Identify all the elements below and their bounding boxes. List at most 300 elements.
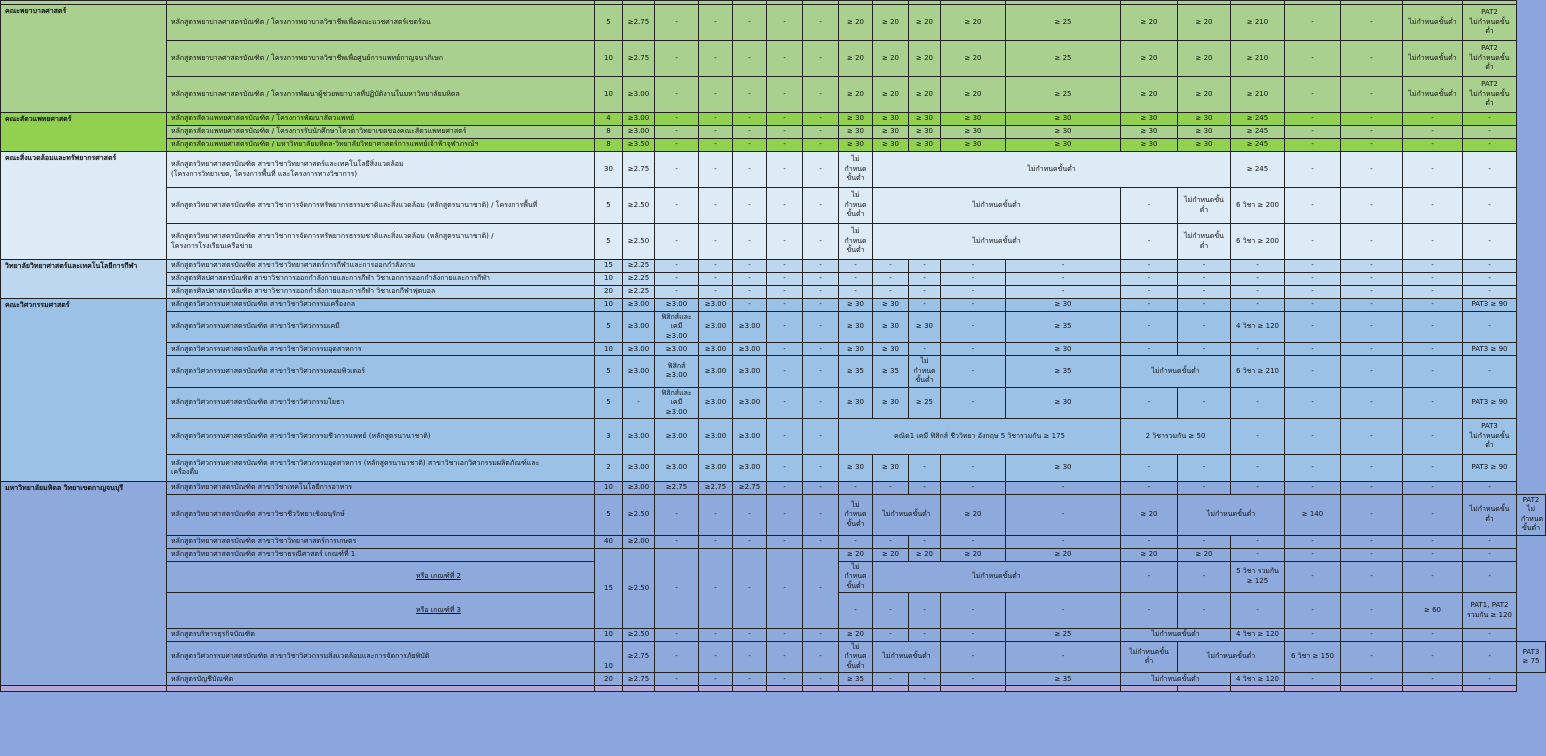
- criteria-cell: -: [733, 548, 767, 628]
- criteria-cell: -: [699, 139, 733, 152]
- criteria-cell: -: [873, 535, 909, 548]
- criteria-cell: 6 วิชา ≥ 200: [1231, 188, 1285, 224]
- criteria-cell: -: [1285, 188, 1341, 224]
- criteria-cell: -: [803, 454, 839, 481]
- criteria-cell: -: [699, 260, 733, 273]
- criteria-cell: -: [1285, 299, 1341, 312]
- criteria-cell: -: [733, 260, 767, 273]
- criteria-cell: ไม่กำหนดขั้นต่ำ: [873, 152, 1231, 188]
- criteria-cell: ≥2.25: [623, 260, 655, 273]
- criteria-cell: -: [1006, 481, 1121, 494]
- criteria-cell: -: [803, 312, 839, 343]
- criteria-cell: -: [733, 139, 767, 152]
- criteria-cell: -: [1178, 299, 1231, 312]
- criteria-cell: PAT1, PAT2 รวมกัน ≥ 120: [1463, 593, 1517, 629]
- criteria-cell: ≥3.00: [623, 113, 655, 126]
- program-name: หลักสูตรวิศวกรรมศาสตรบัณฑิต สาขาวิชาวิศวกรรมเคมี: [167, 312, 595, 343]
- criteria-cell: -: [873, 673, 909, 686]
- criteria-cell: -: [733, 126, 767, 139]
- criteria-cell: ไม่กำหนด ขั้นต่ำ: [839, 152, 873, 188]
- criteria-cell: -: [1006, 273, 1121, 286]
- criteria-cell: ไม่กำหนดขั้นต่ำ: [1121, 673, 1231, 686]
- criteria-cell: -: [1231, 548, 1285, 561]
- criteria-cell: 10: [595, 299, 623, 312]
- criteria-cell: -: [733, 5, 767, 41]
- criteria-cell: PAT2 ไม่กำหนดขั้นต่ำ: [1463, 77, 1517, 113]
- criteria-cell: -: [941, 535, 1006, 548]
- criteria-cell: PAT3 ≥ 90: [1463, 343, 1517, 356]
- criteria-cell: -: [1341, 343, 1403, 356]
- criteria-cell: -: [767, 629, 803, 642]
- program-name: หลักสูตรพยาบาลศาสตรบัณฑิต / โครงการพยาบาลวิชาชีพเพื่อคณะแวชศาสตร์เขตร้อน: [167, 5, 595, 41]
- criteria-cell: -: [909, 535, 941, 548]
- criteria-cell: ≥ 245: [1231, 113, 1285, 126]
- criteria-cell: PAT2 ไม่กำหนดขั้นต่ำ: [1463, 5, 1517, 41]
- criteria-cell: ≥ 30: [1006, 126, 1121, 139]
- criteria-cell: ≥ 30: [873, 454, 909, 481]
- criteria-cell: ≥3.00: [733, 356, 767, 387]
- criteria-cell: ≥ 20: [909, 77, 941, 113]
- criteria-cell: -: [1121, 286, 1178, 299]
- criteria-cell: 10: [595, 273, 623, 286]
- criteria-cell: ฟิสิกส์และเคมี ≥3.00: [655, 387, 699, 418]
- criteria-cell: -: [1463, 481, 1517, 494]
- criteria-cell: -: [1403, 152, 1463, 188]
- criteria-cell: PAT3 ≥ 90: [1463, 454, 1517, 481]
- criteria-cell: ≥ 30: [1006, 454, 1121, 481]
- faculty-name: วิทยาลัยวิทยาศาสตร์และเทคโนโลยีการกีฬา: [1, 260, 167, 299]
- criteria-cell: -: [909, 673, 941, 686]
- criteria-cell: -: [1121, 299, 1178, 312]
- criteria-cell: ไม่กำหนดขั้นต่ำ: [1178, 224, 1231, 260]
- criteria-cell: ≥ 30: [1006, 113, 1121, 126]
- criteria-cell: ≥2.25: [623, 286, 655, 299]
- criteria-cell: -: [1341, 548, 1403, 561]
- criteria-cell: -: [1285, 454, 1341, 481]
- criteria-cell: ≥ 30: [1121, 139, 1178, 152]
- criteria-cell: ฟิสิกส์และเคมี ≥3.00: [655, 312, 699, 343]
- criteria-cell: -: [699, 494, 733, 535]
- criteria-cell: -: [1178, 535, 1231, 548]
- criteria-cell: -: [1231, 593, 1285, 629]
- criteria-cell: -: [1231, 481, 1285, 494]
- table-row: [1, 642, 1546, 673]
- criteria-cell: -: [1178, 561, 1231, 592]
- criteria-cell: -: [1285, 152, 1341, 188]
- criteria-cell: ≥3.00: [623, 126, 655, 139]
- criteria-cell: -: [1463, 273, 1517, 286]
- criteria-cell: ≥ 20: [909, 41, 941, 77]
- program-name: หลักสูตรวิทยาศาสตรบัณฑิต สาขาวิชาวิทยาศาสตร์การกีฬาและการออกกำลังกาย: [167, 260, 595, 273]
- criteria-cell: -: [803, 113, 839, 126]
- criteria-cell: 3: [595, 418, 623, 454]
- criteria-cell: ≥ 30: [1178, 139, 1231, 152]
- criteria-cell: ≥ 30: [873, 139, 909, 152]
- criteria-cell: -: [767, 454, 803, 481]
- criteria-cell: ไม่กำหนดขั้นต่ำ: [1178, 642, 1285, 673]
- table-row: [1, 481, 1546, 494]
- criteria-cell: -: [1403, 454, 1463, 481]
- criteria-cell: ≥ 20: [873, 77, 909, 113]
- criteria-cell: ไม่กำหนดขั้นต่ำ: [1121, 642, 1178, 673]
- criteria-cell: -: [1178, 387, 1231, 418]
- criteria-cell: ≥3.00: [699, 299, 733, 312]
- criteria-cell: -: [1341, 481, 1403, 494]
- criteria-cell: ไม่กำหนดขั้นต่ำ: [1403, 5, 1463, 41]
- criteria-cell: ≥ 20: [1006, 548, 1121, 561]
- criteria-cell: -: [1231, 286, 1285, 299]
- criteria-cell: -: [1121, 188, 1178, 224]
- program-name: หลักสูตรวิทยาศาสตรบัณฑิต สาขาวิชาชีววิทยาเชิงอนุรักษ์: [167, 494, 595, 535]
- criteria-cell: -: [1231, 535, 1285, 548]
- criteria-cell: 4 วิชา ≥ 120: [1231, 312, 1285, 343]
- criteria-cell: -: [839, 593, 873, 629]
- criteria-cell: ≥ 30: [909, 126, 941, 139]
- table-row: [1, 494, 1546, 535]
- criteria-cell: ≥3.00: [655, 454, 699, 481]
- program-name: หลักสูตรสัตวแพทยศาสตรบัณฑิต / โครงการพัฒนาสัตวแพทย์: [167, 113, 595, 126]
- criteria-cell: -: [699, 548, 733, 628]
- criteria-cell: ≥ 30: [873, 113, 909, 126]
- criteria-cell: -: [1403, 535, 1463, 548]
- criteria-cell: -: [767, 673, 803, 686]
- criteria-cell: -: [803, 273, 839, 286]
- criteria-cell: -: [767, 5, 803, 41]
- criteria-cell: -: [803, 224, 839, 260]
- criteria-cell: -: [1463, 139, 1517, 152]
- program-name: หลักสูตรสัตวแพทยศาสตรบัณฑิต / มหาวิทยาลัยมหิดล-วิทยาลัยวิทยาศาสตร์การแพทย์เจ้าฟ้าจุฬาภรณ์ฯ: [167, 139, 595, 152]
- criteria-cell: -: [1341, 673, 1403, 686]
- criteria-cell: -: [1341, 454, 1403, 481]
- criteria-cell: 10: [595, 481, 623, 494]
- criteria-cell: -: [803, 5, 839, 41]
- criteria-cell: -: [941, 312, 1006, 343]
- criteria-cell: -: [699, 188, 733, 224]
- criteria-cell: -: [767, 139, 803, 152]
- table-row: [1, 418, 1546, 454]
- criteria-cell: -: [767, 387, 803, 418]
- criteria-cell: 5: [595, 494, 623, 535]
- criteria-cell: ≥3.00: [699, 343, 733, 356]
- criteria-cell: ≥ 30: [839, 113, 873, 126]
- criteria-cell: -: [1178, 273, 1231, 286]
- criteria-cell: -: [803, 139, 839, 152]
- criteria-cell: -: [1341, 642, 1403, 673]
- criteria-cell: -: [1403, 343, 1463, 356]
- criteria-cell: -: [1341, 418, 1403, 454]
- criteria-cell: -: [1178, 593, 1231, 629]
- program-name: หลักสูตรวิศวกรรมศาสตรบัณฑิต สาขาวิชาวิศวกรรมอุตสาหการ (หลักสูตรนานาชาติ) สาขาวิชาเอกวิศวกรรมผลิตภัณฑ์และ เครื่องดื่ม: [167, 454, 595, 481]
- criteria-cell: ไม่กำหนดขั้นต่ำ: [873, 642, 941, 673]
- program-name: หลักสูตรบริหารธุรกิจบัณฑิต: [167, 629, 595, 642]
- criteria-cell: ≥ 30: [839, 299, 873, 312]
- criteria-cell: ≥ 30: [1121, 126, 1178, 139]
- criteria-cell: -: [1121, 481, 1178, 494]
- criteria-cell: -: [1285, 593, 1341, 629]
- criteria-cell: -: [655, 673, 699, 686]
- criteria-cell: PAT3 ≥ 90: [1463, 387, 1517, 418]
- criteria-cell: -: [873, 481, 909, 494]
- criteria-cell: ≥3.00: [623, 454, 655, 481]
- table-row: [1, 535, 1546, 548]
- criteria-cell: -: [655, 548, 699, 628]
- criteria-cell: -: [655, 188, 699, 224]
- criteria-cell: -: [1006, 642, 1121, 673]
- table-row: [1, 188, 1546, 224]
- criteria-cell: -: [767, 188, 803, 224]
- criteria-cell: -: [767, 642, 803, 673]
- criteria-cell: -: [767, 224, 803, 260]
- criteria-cell: -: [767, 535, 803, 548]
- program-name: หลักสูตรวิศวกรรมศาสตรบัณฑิต สาขาวิชาวิศวกรรมชีวการแพทย์ (หลักสูตรนานาชาติ): [167, 418, 595, 454]
- criteria-cell: -: [767, 77, 803, 113]
- criteria-cell: 5: [595, 387, 623, 418]
- criteria-cell: -: [1341, 629, 1403, 642]
- criteria-cell: -: [803, 629, 839, 642]
- criteria-cell: -: [655, 41, 699, 77]
- criteria-cell: -: [623, 387, 655, 418]
- criteria-cell: ≥2.75: [655, 481, 699, 494]
- criteria-cell: -: [1403, 561, 1463, 592]
- criteria-cell: ≥ 20: [1121, 494, 1178, 535]
- criteria-cell: ≥ 30: [839, 312, 873, 343]
- criteria-cell: ≥ 20: [1121, 77, 1178, 113]
- criteria-cell: -: [1341, 152, 1403, 188]
- criteria-cell: ไม่กำหนด ขั้นต่ำ: [839, 224, 873, 260]
- criteria-cell: -: [699, 629, 733, 642]
- criteria-cell: ≥ 30: [873, 126, 909, 139]
- table-body: [1, 1, 1546, 692]
- criteria-cell: -: [1341, 224, 1403, 260]
- criteria-cell: ≥ 35: [873, 356, 909, 387]
- criteria-cell: -: [909, 629, 941, 642]
- criteria-cell: -: [655, 260, 699, 273]
- criteria-cell: -: [1403, 548, 1463, 561]
- table-row: [1, 224, 1546, 260]
- criteria-cell: -: [699, 152, 733, 188]
- criteria-cell: -: [1121, 454, 1178, 481]
- criteria-cell: 10: [595, 642, 623, 673]
- criteria-cell: -: [803, 481, 839, 494]
- criteria-cell: -: [733, 535, 767, 548]
- criteria-cell: ≥ 30: [873, 343, 909, 356]
- criteria-cell: -: [1285, 481, 1341, 494]
- criteria-cell: -: [1463, 113, 1517, 126]
- criteria-cell: 2: [595, 454, 623, 481]
- criteria-cell: ≥ 30: [941, 126, 1006, 139]
- program-name: หลักสูตรสัตวแพทยศาสตรบัณฑิต / โครงการรับนักศึกษาโควตาวิทยาเขตของคณะสัตวแพทยศาสตร์: [167, 126, 595, 139]
- criteria-cell: -: [839, 260, 873, 273]
- criteria-cell: ≥ 30: [1121, 113, 1178, 126]
- criteria-cell: -: [1341, 77, 1403, 113]
- criteria-cell: -: [1403, 286, 1463, 299]
- criteria-cell: -: [1341, 139, 1403, 152]
- table-row: [1, 152, 1546, 188]
- criteria-cell: 20: [595, 673, 623, 686]
- criteria-cell: -: [1285, 273, 1341, 286]
- criteria-cell: -: [803, 387, 839, 418]
- criteria-cell: -: [1285, 41, 1341, 77]
- table-row: [1, 356, 1546, 387]
- criteria-cell: PAT2 ไม่กำหนดขั้นต่ำ: [1517, 494, 1546, 535]
- criteria-cell: ≥ 35: [1006, 673, 1121, 686]
- criteria-cell: ไม่กำหนด ขั้นต่ำ: [839, 642, 873, 673]
- criteria-cell: -: [1285, 387, 1341, 418]
- criteria-cell: -: [699, 77, 733, 113]
- criteria-cell: PAT3 ไม่กำหนดขั้นต่ำ: [1463, 418, 1517, 454]
- table-row: [1, 387, 1546, 418]
- criteria-cell: ≥ 20: [1178, 77, 1231, 113]
- criteria-cell: -: [1231, 343, 1285, 356]
- criteria-cell: -: [1285, 418, 1341, 454]
- criteria-cell: ≥3.00: [655, 299, 699, 312]
- criteria-cell: 5: [595, 312, 623, 343]
- criteria-cell: -: [1285, 126, 1341, 139]
- criteria-cell: ≥3.00: [623, 481, 655, 494]
- criteria-cell: ไม่กำหนดขั้นต่ำ: [1463, 494, 1517, 535]
- criteria-cell: 15: [595, 260, 623, 273]
- criteria-cell: -: [909, 273, 941, 286]
- criteria-cell: ไม่กำหนดขั้นต่ำ: [1403, 41, 1463, 77]
- criteria-cell: 5: [595, 5, 623, 41]
- criteria-cell: -: [1403, 387, 1463, 418]
- criteria-cell: -: [909, 593, 941, 629]
- criteria-cell: -: [1006, 260, 1121, 273]
- criteria-cell: ≥ 20: [1178, 548, 1231, 561]
- faculty-name: คณะสัตวแพทยศาสตร์: [1, 113, 167, 152]
- criteria-cell: ≥3.00: [733, 387, 767, 418]
- criteria-cell: ≥3.00: [699, 418, 733, 454]
- criteria-cell: -: [1121, 387, 1178, 418]
- criteria-cell: ไม่กำหนดขั้นต่ำ: [1178, 188, 1231, 224]
- table-row: [1, 548, 1546, 561]
- criteria-cell: -: [803, 356, 839, 387]
- criteria-cell: -: [1285, 312, 1341, 343]
- criteria-cell: -: [655, 113, 699, 126]
- criteria-cell: -: [699, 41, 733, 77]
- criteria-cell: -: [1463, 188, 1517, 224]
- table-row: [1, 299, 1546, 312]
- criteria-cell: -: [1341, 273, 1403, 286]
- program-name: หรือ เกณฑ์ที่ 3: [167, 593, 595, 629]
- program-name: หลักสูตรวิศวกรรมศาสตรบัณฑิต สาขาวิชาวิศวกรรมเครื่องกล: [167, 299, 595, 312]
- criteria-cell: -: [1403, 312, 1463, 343]
- criteria-cell: -: [699, 113, 733, 126]
- criteria-cell: -: [941, 593, 1006, 629]
- criteria-cell: -: [1285, 535, 1341, 548]
- criteria-cell: ≥ 20: [1121, 5, 1178, 41]
- table-row: [1, 77, 1546, 113]
- criteria-cell: -: [1178, 343, 1231, 356]
- criteria-cell: -: [803, 260, 839, 273]
- criteria-cell: -: [1341, 188, 1403, 224]
- criteria-cell: -: [767, 41, 803, 77]
- criteria-cell: -: [767, 494, 803, 535]
- criteria-cell: -: [1121, 224, 1178, 260]
- program-name: หลักสูตรบัญชีบัณฑิต: [167, 673, 595, 686]
- criteria-cell: ≥ 35: [839, 356, 873, 387]
- table-row: [1, 260, 1546, 273]
- criteria-cell: -: [767, 343, 803, 356]
- criteria-cell: ≥ 20: [909, 5, 941, 41]
- criteria-cell: ≥ 20: [873, 548, 909, 561]
- criteria-cell: ≥ 30: [1006, 139, 1121, 152]
- criteria-cell: ≥ 30: [873, 387, 909, 418]
- criteria-cell: -: [1285, 629, 1341, 642]
- criteria-cell: 15: [595, 548, 623, 628]
- criteria-cell: -: [873, 629, 909, 642]
- criteria-cell: -: [733, 152, 767, 188]
- criteria-cell: -: [655, 494, 699, 535]
- criteria-cell: -: [767, 481, 803, 494]
- criteria-cell: 10: [595, 41, 623, 77]
- criteria-cell: -: [803, 673, 839, 686]
- criteria-cell: -: [1463, 356, 1517, 387]
- criteria-cell: -: [733, 673, 767, 686]
- criteria-cell: -: [655, 629, 699, 642]
- criteria-cell: ≥3.00: [623, 299, 655, 312]
- criteria-cell: -: [655, 5, 699, 41]
- criteria-cell: -: [803, 535, 839, 548]
- criteria-cell: -: [733, 286, 767, 299]
- criteria-cell: 20: [595, 286, 623, 299]
- criteria-cell: -: [655, 286, 699, 299]
- criteria-cell: -: [1403, 260, 1463, 273]
- criteria-cell: -: [941, 273, 1006, 286]
- criteria-cell: -: [873, 273, 909, 286]
- criteria-cell: ≥ 20: [873, 41, 909, 77]
- criteria-cell: -: [803, 188, 839, 224]
- criteria-cell: -: [1285, 673, 1341, 686]
- criteria-cell: -: [909, 343, 941, 356]
- criteria-cell: 5: [595, 224, 623, 260]
- criteria-cell: -: [655, 224, 699, 260]
- criteria-cell: ไม่กำหนดขั้นต่ำ: [909, 356, 941, 387]
- criteria-cell: ≥ 20: [1178, 5, 1231, 41]
- criteria-cell: -: [655, 152, 699, 188]
- criteria-cell: ≥ 30: [909, 139, 941, 152]
- table-row: [1, 273, 1546, 286]
- criteria-cell: -: [941, 286, 1006, 299]
- criteria-cell: ≥ 30: [909, 312, 941, 343]
- criteria-cell: ≥2.50: [623, 188, 655, 224]
- criteria-cell: ≥2.75: [733, 481, 767, 494]
- criteria-cell: ≥3.00: [623, 356, 655, 387]
- program-name: หลักสูตรวิทยาศาสตรบัณฑิต สาขาวิชาวิทยาศาสตร์และเทคโนโลยีสิ่งแวดล้อม (โครงการวิทยาเขต, โครงการพื้นที่ และโครงการทางวิชาการ): [167, 152, 595, 188]
- criteria-cell: -: [1006, 286, 1121, 299]
- criteria-cell: 10: [595, 77, 623, 113]
- criteria-cell: ≥ 245: [1231, 139, 1285, 152]
- criteria-cell: -: [1285, 113, 1341, 126]
- criteria-cell: -: [1285, 561, 1341, 592]
- criteria-cell: -: [1341, 356, 1403, 387]
- criteria-cell: -: [941, 387, 1006, 418]
- program-name: หลักสูตรพยาบาลศาสตรบัณฑิต / โครงการพยาบาลวิชาชีพเพื่อศูนย์การแพทย์กาญจนาภิเษก: [167, 41, 595, 77]
- criteria-cell: ไม่กำหนดขั้นต่ำ: [873, 188, 1121, 224]
- table-row: [1, 286, 1546, 299]
- criteria-cell: -: [1285, 548, 1341, 561]
- criteria-cell: -: [767, 356, 803, 387]
- criteria-cell: -: [767, 548, 803, 628]
- criteria-cell: -: [941, 356, 1006, 387]
- criteria-cell: -: [1463, 224, 1517, 260]
- criteria-cell: -: [1121, 312, 1178, 343]
- criteria-cell: ≥ 20: [839, 629, 873, 642]
- criteria-cell: -: [803, 152, 839, 188]
- criteria-cell: -: [1403, 188, 1463, 224]
- criteria-cell: ≥ 210: [1231, 77, 1285, 113]
- criteria-cell: ≥ 30: [873, 312, 909, 343]
